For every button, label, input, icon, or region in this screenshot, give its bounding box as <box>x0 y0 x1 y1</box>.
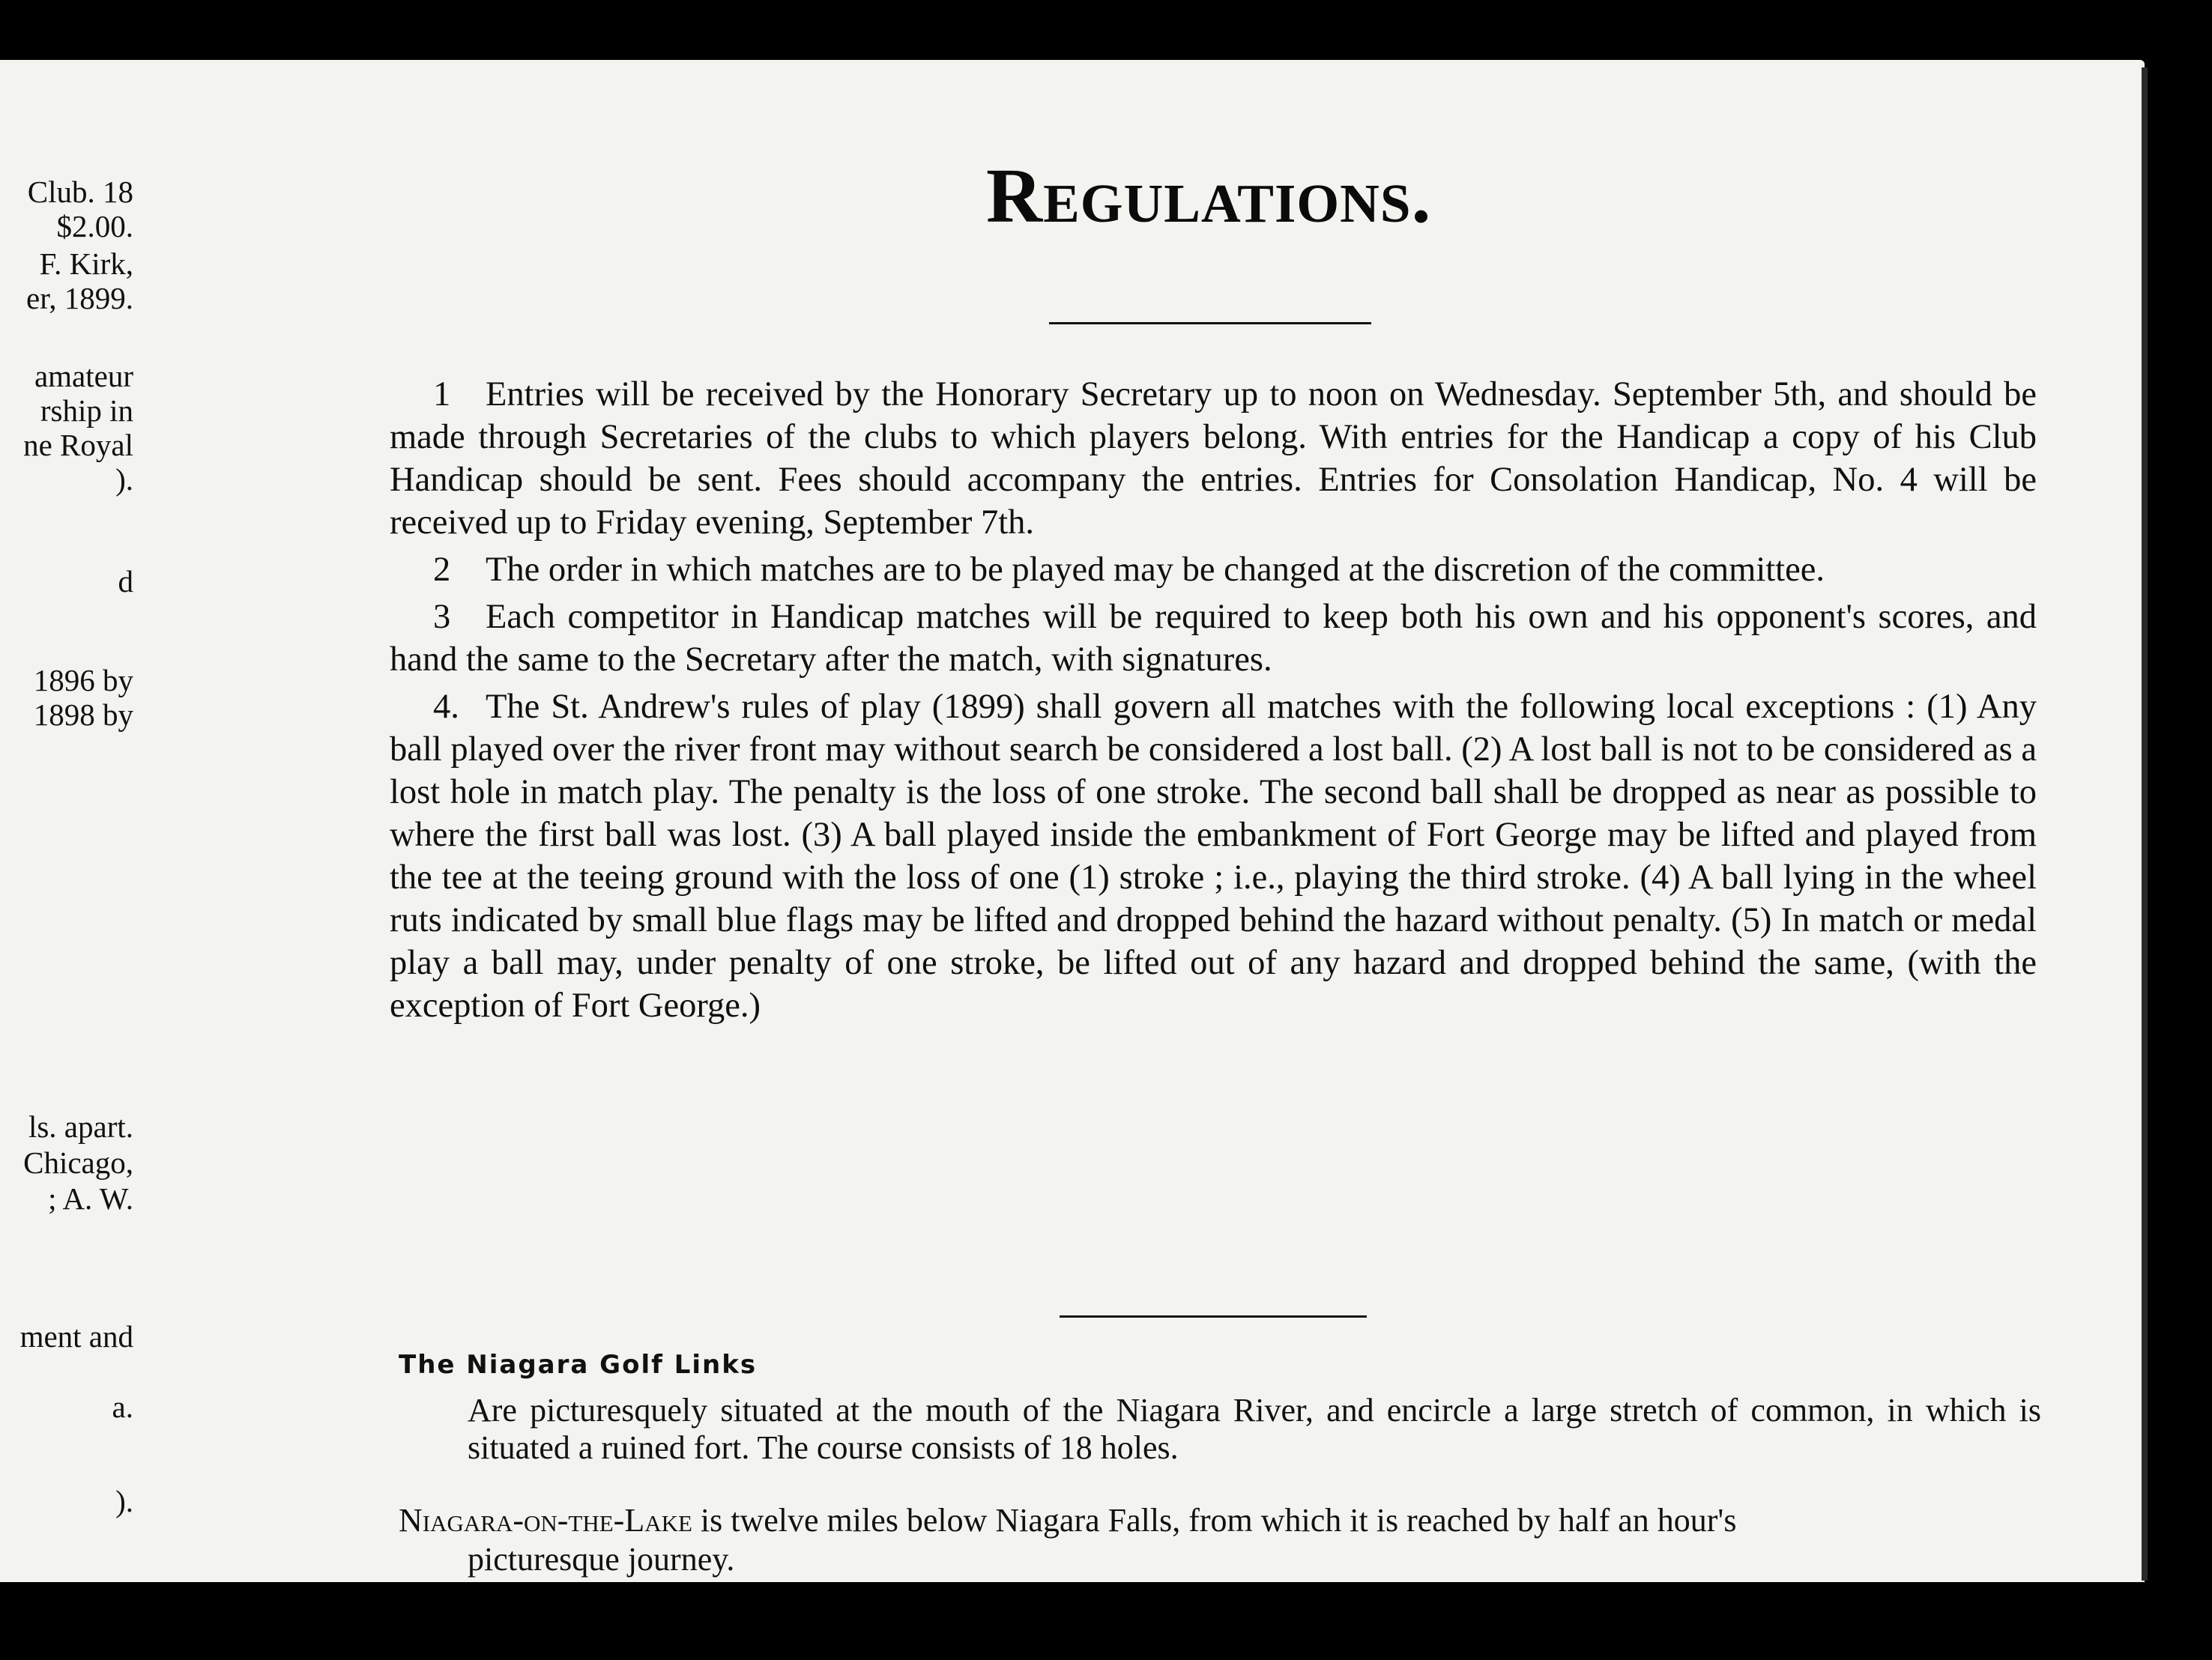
left-column-line: F. Kirk, <box>39 246 133 281</box>
golf-links-description: Are picturesquely situated at the mouth of the Niagara River, and encircle a large stretch of common, in which is situated a ruined fort. The course consists of 18 holes. <box>468 1392 2041 1466</box>
regulation-number: 2 <box>433 551 451 589</box>
regulation-item <box>390 685 2037 1027</box>
regulation-number: 1 <box>433 375 451 414</box>
location-text-continued: picturesque journey. <box>468 1541 735 1578</box>
document-page <box>0 60 2145 1582</box>
page-title: Regulations. <box>986 153 1432 239</box>
left-column-line: ls. apart. <box>28 1109 133 1144</box>
golf-links-heading: The Niagara Golf Links <box>399 1350 758 1380</box>
regulation-text: Each competitor in Handicap matches will be required to keep both his own and his opponent's scores, and hand the same to the Secretary after the match, with signatures. <box>390 598 2037 679</box>
adjacent-page-column <box>0 60 150 1582</box>
left-column-line: a. <box>112 1390 133 1424</box>
location-name: Niagara-on-the-Lake <box>399 1502 692 1539</box>
left-column-line: ). <box>115 1484 133 1518</box>
regulation-number: 3 <box>433 598 451 636</box>
regulation-number: 4. <box>433 688 459 726</box>
left-column-line: ). <box>115 462 133 497</box>
left-column-line: rship in <box>40 393 133 428</box>
regulation-item <box>390 596 2037 681</box>
left-column-line: $2.00. <box>56 209 133 243</box>
left-column-line: Chicago, <box>23 1145 133 1180</box>
title-divider <box>1049 322 1371 324</box>
regulation-item <box>390 548 2037 591</box>
regulation-text: Entries will be received by the Honorary Secretary up to noon on Wednesday. September 5th, and should be made through Secretaries of the clubs to which players belong. With entries for the Handicap a copy of his Club Handicap should be sent. Fees should accompany the entries. Entries for Consolation Handicap, No. 4 will be received up to Friday evening, September 7th. <box>390 375 2037 542</box>
left-column-line: 1896 by <box>33 663 133 697</box>
regulation-item <box>390 373 2037 544</box>
regulation-text: The order in which matches are to be played may be changed at the discretion of the committee. <box>486 551 1825 589</box>
left-column-line: d <box>118 564 133 599</box>
left-column-line: ne Royal <box>23 428 133 462</box>
left-column-line: 1898 by <box>33 697 133 732</box>
regulation-text: The St. Andrew's rules of play (1899) shall govern all matches with the following local exceptions : (1) Any ball played over the river front may without search be considered a lost ball. (2) A lost ball is not to be considered as a lost hole in match play. The penalty is the loss of one stroke. The second ball shall be dropped as near as possible to where the first ball was lost. (3) A ball played inside the embankment of Fort George may be lifted and played from the tee at the teeing ground with the loss of one (1) stroke ; i.e., playing the third stroke. (4) A ball lying in the wheel ruts indicated by small blue flags may be lifted and dropped behind the hazard without penalty. (5) In match or medal play a ball may, under penalty of one stroke, be lifted out of any hazard and dropped behind the same, (with the exception of Fort George.) <box>390 688 2037 1025</box>
left-column-line: Club. 18 <box>27 175 133 209</box>
page-edge-shadow <box>2142 67 2148 1581</box>
location-paragraph <box>399 1501 2047 1579</box>
regulations-list <box>390 373 2037 1032</box>
section-divider <box>1060 1315 1367 1318</box>
left-column-line: er, 1899. <box>26 281 133 315</box>
left-column-line: ; A. W. <box>48 1181 133 1216</box>
left-column-line: amateur <box>34 359 133 393</box>
location-text: is twelve miles below Niagara Falls, from which it is reached by half an hour's <box>700 1502 1737 1539</box>
left-column-line: ment and <box>19 1319 133 1354</box>
